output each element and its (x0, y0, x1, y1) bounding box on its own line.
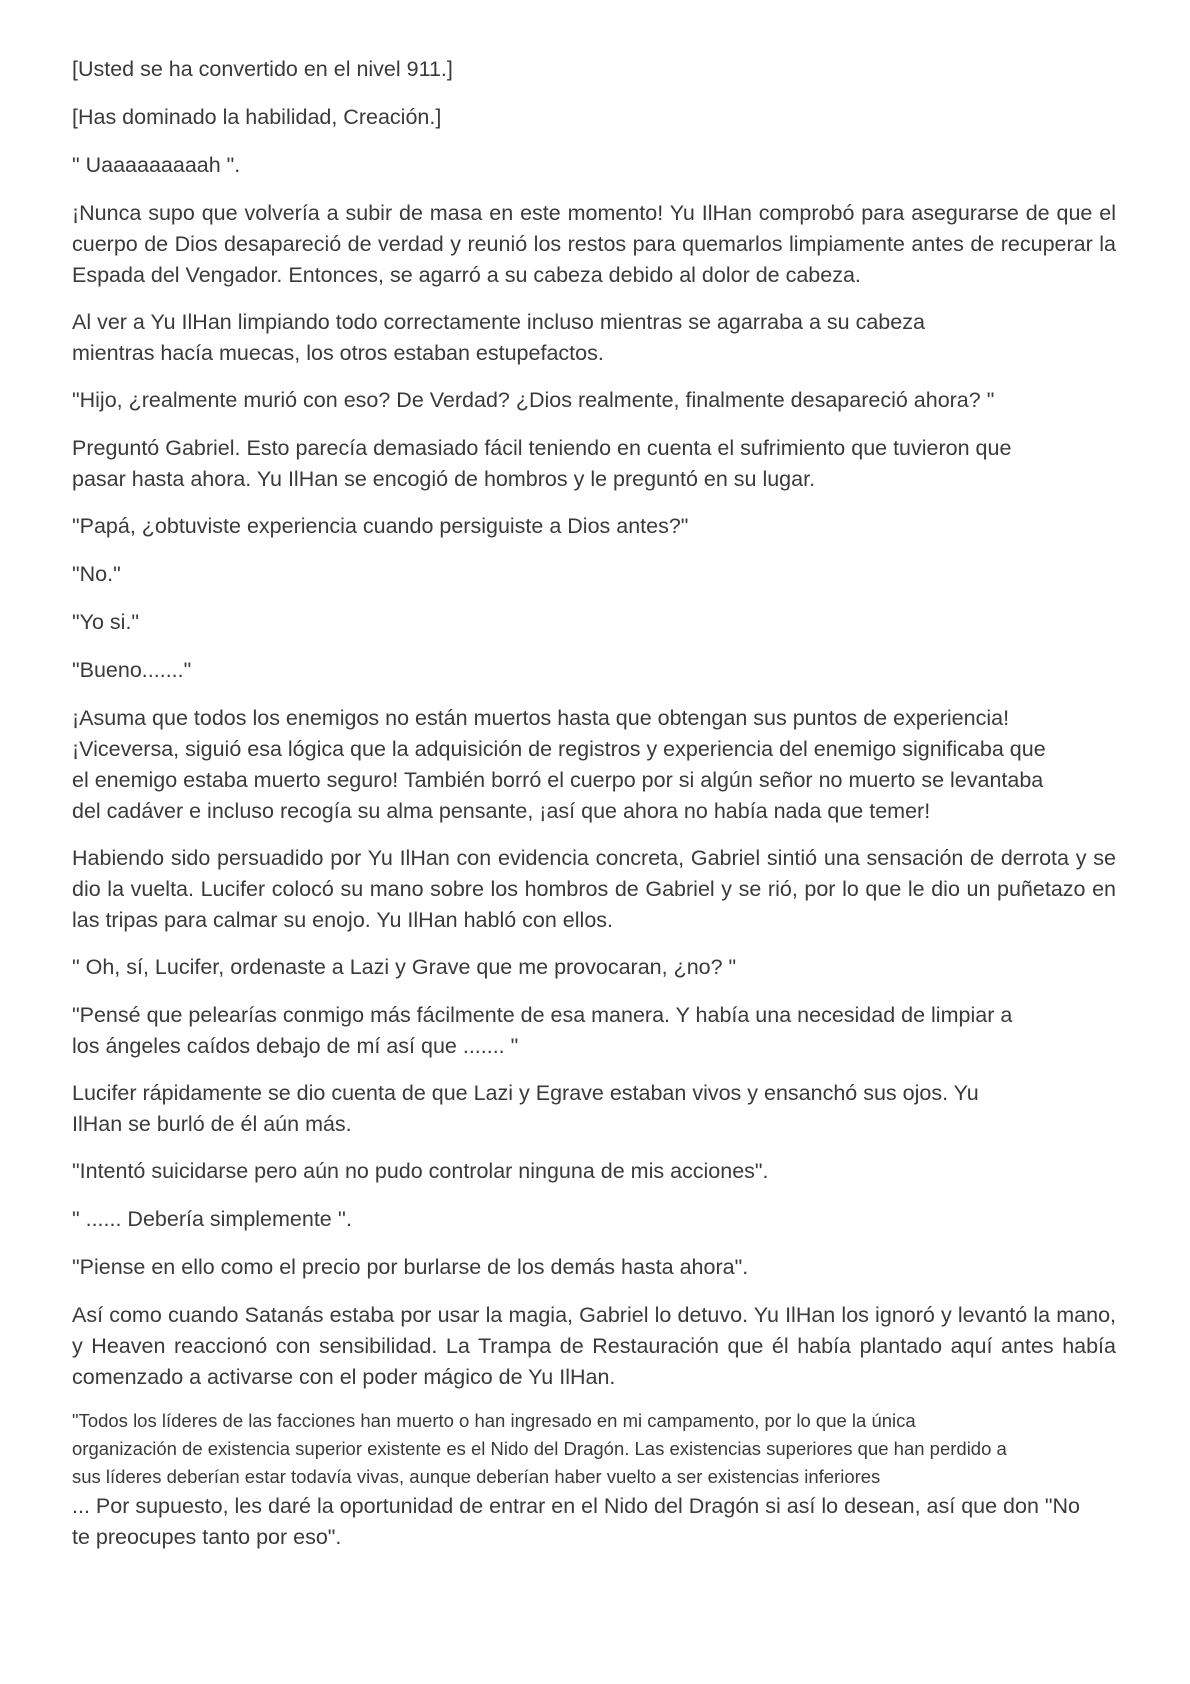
narration-paragraph: ¡Asuma que todos los enemigos no están muertos hasta que obtengan sus puntos de experiencia! ¡Viceversa, siguió esa lógica que la adquisición de registros y experiencia del enemigo significaba que el enemigo estaba muerto seguro! También borró el cuerpo por si algún señor no muerto se levantaba del cadáver e incluso recogía su alma pensante, ¡así que ahora no había nada que temer! (72, 706, 1046, 823)
narration-paragraph: Preguntó Gabriel. Esto parecía demasiado fácil teniendo en cuenta el sufrimiento que tuvieron que pasar hasta ahora. Yu IlHan se encogió de hombros y le preguntó en su lugar. (72, 436, 1012, 491)
narration-paragraph: Lucifer rápidamente se dio cuenta de que Lazi y Egrave estaban vivos y ensanchó sus ojos. Yu IlHan se burló de él aún más. (72, 1081, 979, 1136)
dialogue-line: "Piense en ello como el precio por burlarse de los demás hasta ahora". (72, 1255, 749, 1279)
dialogue-small-paragraph: "Todos los líderes de las facciones han muerto o han ingresado en mi campamento, por lo que la única organización de existencia superior existente es el Nido del Dragón. Las existencias superiores que han perdido a sus líderes deberían estar todavía vivas, aunque deberían haber vuelto a ser existencias inferiores (72, 1410, 1007, 1487)
narration-paragraph: Habiendo sido persuadido por Yu IlHan con evidencia concreta, Gabriel sintió una sensación de derrota y se dio la vuelta. Lucifer colocó su mano sobre los hombros de Gabriel y se rió, por lo que le dio un puñetazo en las tripas para calmar su enojo. Yu IlHan habló con ellos. (72, 846, 1116, 932)
dialogue-line: "Pensé que pelearías conmigo más fácilmente de esa manera. Y había una necesidad de limpiar a los ángeles caídos debajo de mí así que ....... " (72, 1003, 1013, 1058)
system-message-skill: [Has dominado la habilidad, Creación.] (72, 105, 442, 129)
dialogue-line: "Bueno......." (72, 658, 192, 682)
dialogue-line: " ...... Debería simplemente ''. (72, 1207, 352, 1231)
narration-paragraph: Así como cuando Satanás estaba por usar la magia, Gabriel lo detuvo. Yu IlHan los ignoró y levantó la mano, y Heaven reaccionó con sensibilidad. La Trampa de Restauración que él había plantado aquí antes había comenzado a activarse con el poder mágico de Yu IlHan. (72, 1303, 1116, 1389)
dialogue-line: " Uaaaaaaaaah ". (72, 153, 241, 177)
system-message-level: [Usted se ha convertido en el nivel 911.] (72, 57, 453, 81)
dialogue-line: "Intentó suicidarse pero aún no pudo controlar ninguna de mis acciones". (72, 1159, 769, 1183)
dialogue-line: ... Por supuesto, les daré la oportunidad de entrar en el Nido del Dragón si así lo desean, así que don "No te preocupes tanto por eso". (72, 1494, 1081, 1549)
dialogue-line: "Yo si." (72, 610, 140, 634)
dialogue-line: "Papá, ¿obtuviste experiencia cuando persiguiste a Dios antes?" (72, 514, 689, 538)
document-page (72, 54, 1116, 1553)
dialogue-line: "Hijo, ¿realmente murió con eso? De Verdad? ¿Dios realmente, finalmente desapareció ahora? " (72, 388, 995, 412)
dialogue-line: " Oh, sí, Lucifer, ordenaste a Lazi y Grave que me provocaran, ¿no? " (72, 955, 737, 979)
narration-paragraph: ¡Nunca supo que volvería a subir de masa en este momento! Yu IlHan comprobó para asegurarse de que el cuerpo de Dios desapareció de verdad y reunió los restos para quemarlos limpiamente antes de recuperar la Espada del Vengador. Entonces, se agarró a su cabeza debido al dolor de cabeza. (72, 201, 1116, 287)
dialogue-line: "No." (72, 562, 121, 586)
narration-paragraph: Al ver a Yu IlHan limpiando todo correctamente incluso mientras se agarraba a su cabeza mientras hacía muecas, los otros estaban estupefactos. (72, 310, 925, 365)
